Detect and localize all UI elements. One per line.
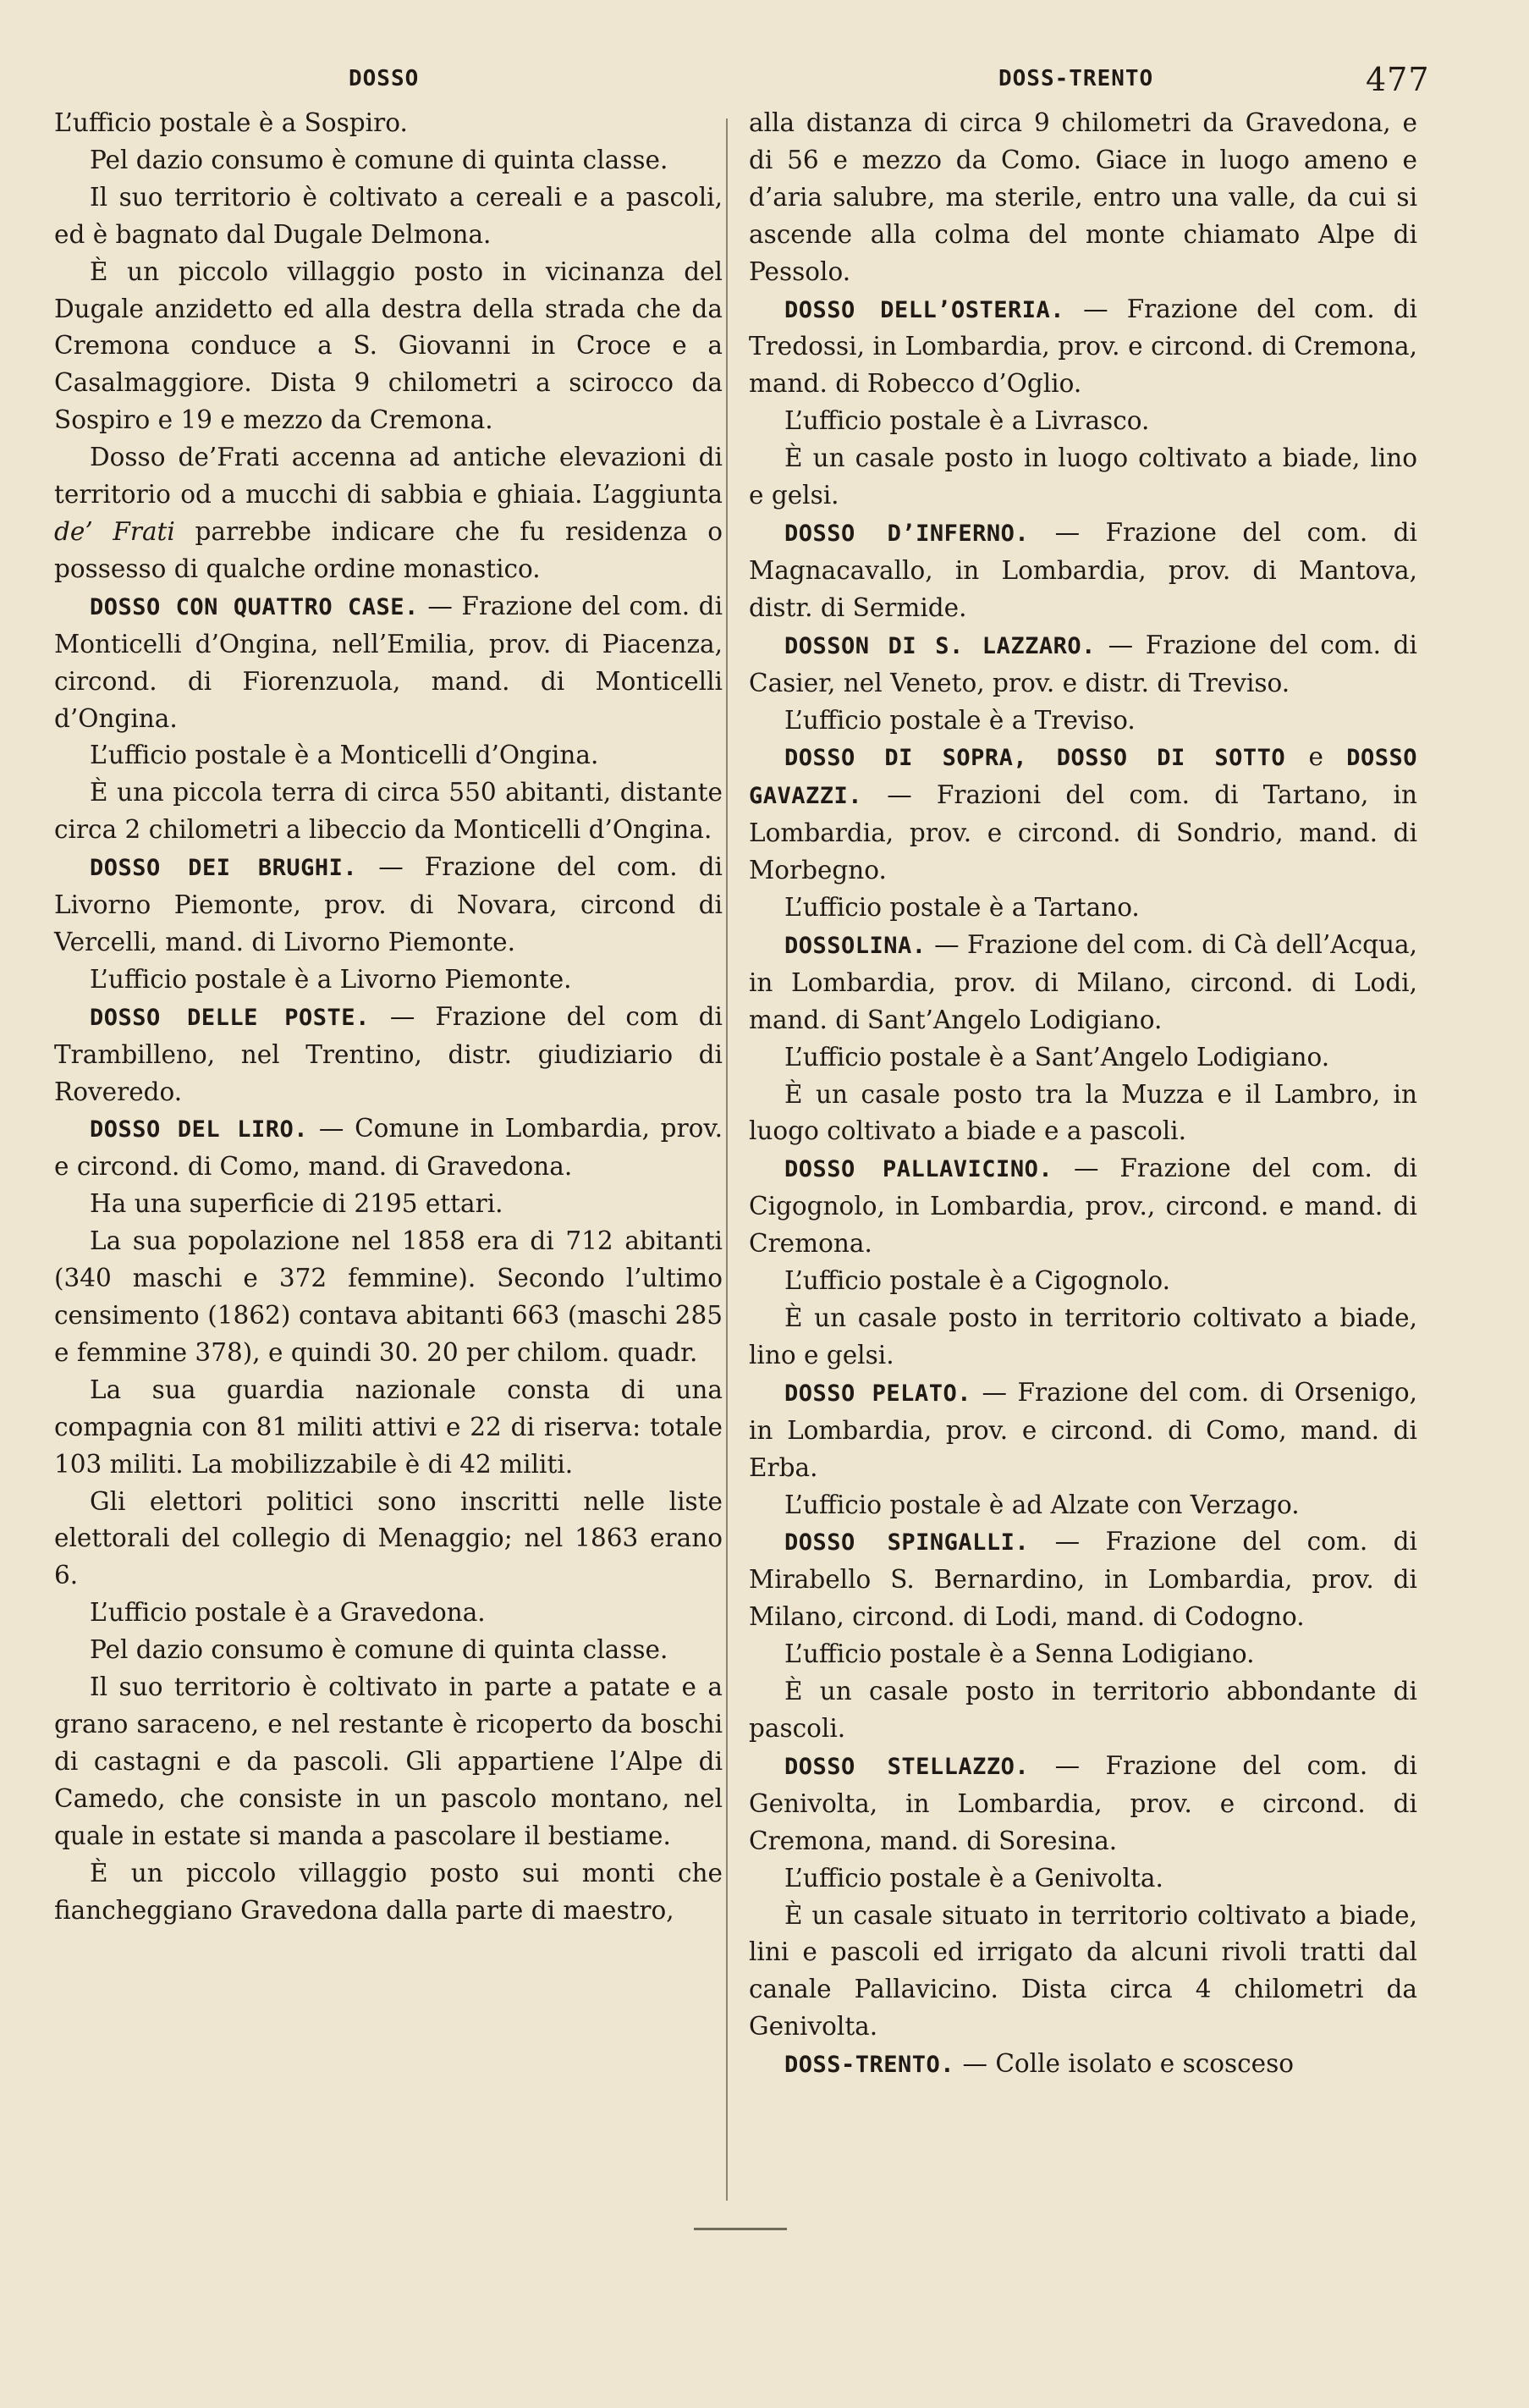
entry-text: È un casale posto in territorio coltivato a biade, lino e gelsi. bbox=[749, 1303, 1417, 1369]
entry-headword: DOSSO PELATO. bbox=[784, 1380, 971, 1407]
entry-text: — Frazione del com. di Monticelli d’Ongina, nell’Emilia, prov. di Piacenza, circond. di Fiorenzuola, mand. di Monticelli d’Ongina. bbox=[54, 591, 723, 733]
entry-paragraph bbox=[749, 403, 1417, 440]
entry-text: — Frazione del com. di Magnacavallo, in Lombardia, prov. di Mantova, distr. di Sermide. bbox=[749, 517, 1417, 622]
entry-paragraph bbox=[54, 1669, 723, 1855]
entry-paragraph bbox=[54, 254, 723, 440]
dictionary-entry bbox=[749, 2046, 1417, 2084]
entry-text: L’ufficio postale è a Cigognolo. bbox=[784, 1266, 1171, 1296]
entry-headword: DOSSOLINA. bbox=[784, 932, 927, 959]
entry-text: parrebbe indicare che fu residenza o possesso di qualche ordine monastico. bbox=[54, 516, 723, 583]
entry-text: La sua popolazione nel 1858 era di 712 abitanti (340 maschi e 372 femmine). Secondo l’ultimo censimento (1862) contava abitanti 663 (maschi 285 e femmine 378), e quindi 30. 20 per chilom. quadr. bbox=[54, 1226, 723, 1367]
entry-text: È un casale posto in territorio abbondante di pascoli. bbox=[749, 1677, 1417, 1743]
entry-text: — Frazione del com di Trambilleno, nel Trentino, distr. giudiziario di Roveredo. bbox=[54, 1001, 723, 1106]
entry-text: L’ufficio postale è a Genivolta. bbox=[784, 1863, 1163, 1893]
entry-paragraph bbox=[54, 1595, 723, 1632]
entry-text: Ha una superficie di 2195 ettari. bbox=[90, 1189, 503, 1219]
entry-headword: DOSSO DEI BRUGHI. bbox=[90, 855, 358, 882]
column-divider bbox=[726, 118, 728, 2201]
entry-headword: DOSSO DEL LIRO. bbox=[90, 1116, 309, 1143]
entry-paragraph bbox=[54, 774, 723, 849]
entry-text: L’ufficio postale è a Livrasco. bbox=[784, 406, 1150, 436]
dictionary-entry bbox=[54, 1110, 723, 1186]
entry-paragraph bbox=[749, 1860, 1417, 1898]
entry-text: È una piccola terra di circa 550 abitanti, distante circa 2 chilometri a libeccio da Monticelli d’Ongina. bbox=[54, 778, 723, 845]
dictionary-entry bbox=[54, 588, 723, 738]
italic-phrase: de’ Frati bbox=[54, 516, 175, 546]
left-column bbox=[54, 105, 723, 1929]
entry-paragraph bbox=[749, 1636, 1417, 1673]
entry-text: L’ufficio postale è a Sospiro. bbox=[54, 108, 408, 137]
entry-text: L’ufficio postale è a Tartano. bbox=[784, 893, 1140, 923]
entry-headword: DOSSO GAVAZZI. bbox=[749, 745, 1417, 810]
dictionary-entry bbox=[749, 1748, 1417, 1860]
entry-text: È un casale posto in luogo coltivato a biade, lino e gelsi. bbox=[749, 444, 1417, 510]
right-column bbox=[749, 105, 1417, 2084]
entry-headword: DOSS-TRENTO. bbox=[784, 2052, 955, 2079]
headword-conjunction: e bbox=[1308, 742, 1323, 772]
entry-text: Pel dazio consumo è comune di quinta classe. bbox=[90, 145, 668, 174]
entry-headword: DOSSO DELL’OSTERIA. bbox=[784, 296, 1065, 323]
running-head-left: DOSSO bbox=[349, 66, 420, 91]
dictionary-entry bbox=[749, 739, 1417, 890]
dictionary-entry bbox=[749, 627, 1417, 703]
entry-paragraph bbox=[54, 142, 723, 179]
dictionary-entry bbox=[749, 1524, 1417, 1636]
entry-text: — Frazione del com. di Casier, nel Veneto, prov. e distr. di Treviso. bbox=[749, 630, 1417, 697]
entry-paragraph bbox=[749, 1039, 1417, 1077]
entry-paragraph bbox=[54, 179, 723, 254]
entry-text: Il suo territorio è coltivato a cereali e a pascoli, ed è bagnato dal Dugale Delmona. bbox=[54, 182, 723, 249]
entry-text: — Colle isolato e scosceso bbox=[962, 2049, 1295, 2079]
dictionary-entry bbox=[54, 849, 723, 962]
entry-headword: DOSSON DI S. LAZZARO. bbox=[784, 632, 1096, 659]
entry-headword: DOSSO PALLAVICINO. bbox=[784, 1156, 1053, 1183]
entry-text: L’ufficio postale è a Monticelli d’Ongina. bbox=[90, 741, 599, 770]
page-number: 477 bbox=[1366, 61, 1430, 98]
entry-text: — Frazione del com. di Livorno Piemonte, prov. di Novara, circond di Vercelli, mand. di Livorno Piemonte. bbox=[54, 852, 723, 956]
entry-text: È un casale situato in territorio coltivato a biade, lini e pascoli ed irrigato da alcuni rivoli tratti dal canale Pallavicino. Dista circa 4 chilometri da Genivolta. bbox=[749, 1900, 1417, 2042]
entry-paragraph bbox=[749, 440, 1417, 515]
entry-paragraph bbox=[749, 1673, 1417, 1748]
entry-paragraph bbox=[54, 737, 723, 774]
entry-paragraph bbox=[54, 439, 723, 588]
entry-text: È un casale posto tra la Muzza e il Lambro, in luogo coltivato a biade e a pascoli. bbox=[749, 1079, 1417, 1146]
dictionary-entry bbox=[749, 1375, 1417, 1487]
dictionary-entry bbox=[749, 291, 1417, 404]
entry-text: — Comune in Lombardia, prov. e circond. di Como, mand. di Gravedona. bbox=[54, 1114, 723, 1182]
running-head-right: DOSS-TRENTO bbox=[998, 66, 1154, 91]
dictionary-entry bbox=[54, 999, 723, 1111]
entry-text: alla distanza di circa 9 chilometri da Gravedona, e di 56 e mezzo da Como. Giace in luogo ameno e d’aria salubre, ma sterile, entro una valle, da cui si ascende alla colma del monte chiamato Alpe di Pessolo. bbox=[749, 108, 1417, 286]
entry-paragraph bbox=[54, 1632, 723, 1669]
entry-paragraph bbox=[54, 1186, 723, 1223]
dictionary-entry bbox=[749, 927, 1417, 1039]
entry-headword: DOSSO D’INFERNO. bbox=[784, 520, 1030, 547]
entry-text: — Frazione del com. di Cigognolo, in Lombardia, prov., circond. e mand. di Cremona. bbox=[749, 1154, 1417, 1259]
entry-paragraph bbox=[749, 105, 1417, 291]
entry-paragraph bbox=[749, 1898, 1417, 2047]
entry-text: — Frazione del com. di Mirabello S. Bernardino, in Lombardia, prov. di Milano, circond. di Lodi, mand. di Codogno. bbox=[749, 1527, 1417, 1632]
entry-text: L’ufficio postale è a Gravedona. bbox=[90, 1598, 486, 1628]
entry-paragraph bbox=[749, 1300, 1417, 1375]
entry-paragraph bbox=[54, 105, 723, 142]
entry-headword: DOSSO DI SOPRA, DOSSO DI SOTTO bbox=[784, 745, 1286, 772]
entry-text: L’ufficio postale è a Treviso. bbox=[784, 705, 1136, 735]
entry-text: — Frazioni del com. di Tartano, in Lombardia, prov. e circond. di Sondrio, mand. di Morbegno. bbox=[749, 780, 1417, 885]
entry-headword: DOSSO DELLE POSTE. bbox=[90, 1004, 370, 1031]
entry-text: L’ufficio postale è a Livorno Piemonte. bbox=[90, 964, 572, 994]
entry-headword: DOSSO STELLAZZO. bbox=[784, 1753, 1030, 1780]
entry-paragraph bbox=[749, 890, 1417, 927]
entry-text: — Frazione del com. di Cà dell’Acqua, in Lombardia, prov. di Milano, circond. di Lodi, mand. di Sant’Angelo Lodigiano. bbox=[749, 929, 1417, 1034]
entry-text: Il suo territorio è coltivato in parte a patate e a grano saraceno, e nel restante è ricoperto da boschi di castagni e da pascoli. Gli appartiene l’Alpe di Camedo, che consiste in un pascolo montano, nel quale in estate si manda a pascolare il bestiame. bbox=[54, 1672, 723, 1850]
entry-paragraph bbox=[749, 1077, 1417, 1151]
entry-headword: DOSSO CON QUATTRO CASE. bbox=[90, 593, 419, 620]
entry-text: Gli elettori politici sono inscritti nelle liste elettorali del collegio di Menaggio; nel 1863 erano 6. bbox=[54, 1486, 723, 1590]
entry-paragraph bbox=[749, 703, 1417, 740]
entry-paragraph bbox=[54, 1484, 723, 1595]
entry-text: L’ufficio postale è a Senna Lodigiano. bbox=[784, 1639, 1255, 1669]
entry-text: Pel dazio consumo è comune di quinta classe. bbox=[90, 1635, 668, 1665]
entry-text: L’ufficio postale è ad Alzate con Verzago. bbox=[784, 1490, 1300, 1519]
dictionary-entry bbox=[749, 1150, 1417, 1263]
entry-text: Dosso de’Frati accenna ad antiche elevazioni di territorio od a mucchi di sabbia e ghiaia. L’aggiunta bbox=[54, 443, 723, 510]
entry-paragraph bbox=[749, 1263, 1417, 1300]
entry-paragraph bbox=[54, 1223, 723, 1372]
entry-paragraph bbox=[54, 962, 723, 999]
entry-text: È un piccolo villaggio posto in vicinanza del Dugale anzidetto ed alla destra della strada che da Cremona conduce a S. Giovanni in Croce e a Casalmaggiore. Dista 9 chilometri a scirocco da Sospiro e 19 e mezzo da Cremona. bbox=[54, 256, 723, 435]
entry-text: — Frazione del com. di Genivolta, in Lombardia, prov. e circond. di Cremona, mand. di Soresina. bbox=[749, 1750, 1417, 1855]
entry-paragraph bbox=[54, 1855, 723, 1930]
entry-paragraph bbox=[54, 1372, 723, 1484]
entry-paragraph bbox=[749, 1487, 1417, 1524]
entry-text: La sua guardia nazionale consta di una compagnia con 81 militi attivi e 22 di riserva: totale 103 militi. La mobilizzabile è di 42 militi. bbox=[54, 1375, 723, 1479]
entry-text: L’ufficio postale è a Sant’Angelo Lodigiano. bbox=[784, 1042, 1330, 1072]
footer-rule bbox=[694, 2228, 787, 2230]
entry-text: È un piccolo villaggio posto sui monti che fiancheggiano Gravedona dalla parte di maestro, bbox=[54, 1858, 723, 1925]
entry-text: — Frazione del com. di Tredossi, in Lombardia, prov. e circond. di Cremona, mand. di Robecco d’Oglio. bbox=[749, 294, 1417, 399]
dictionary-entry bbox=[749, 515, 1417, 627]
entry-headword: DOSSO SPINGALLI. bbox=[784, 1529, 1030, 1557]
entry-text: — Frazione del com. di Orsenigo, in Lombardia, prov. e circond. di Como, mand. di Erba. bbox=[749, 1377, 1417, 1482]
